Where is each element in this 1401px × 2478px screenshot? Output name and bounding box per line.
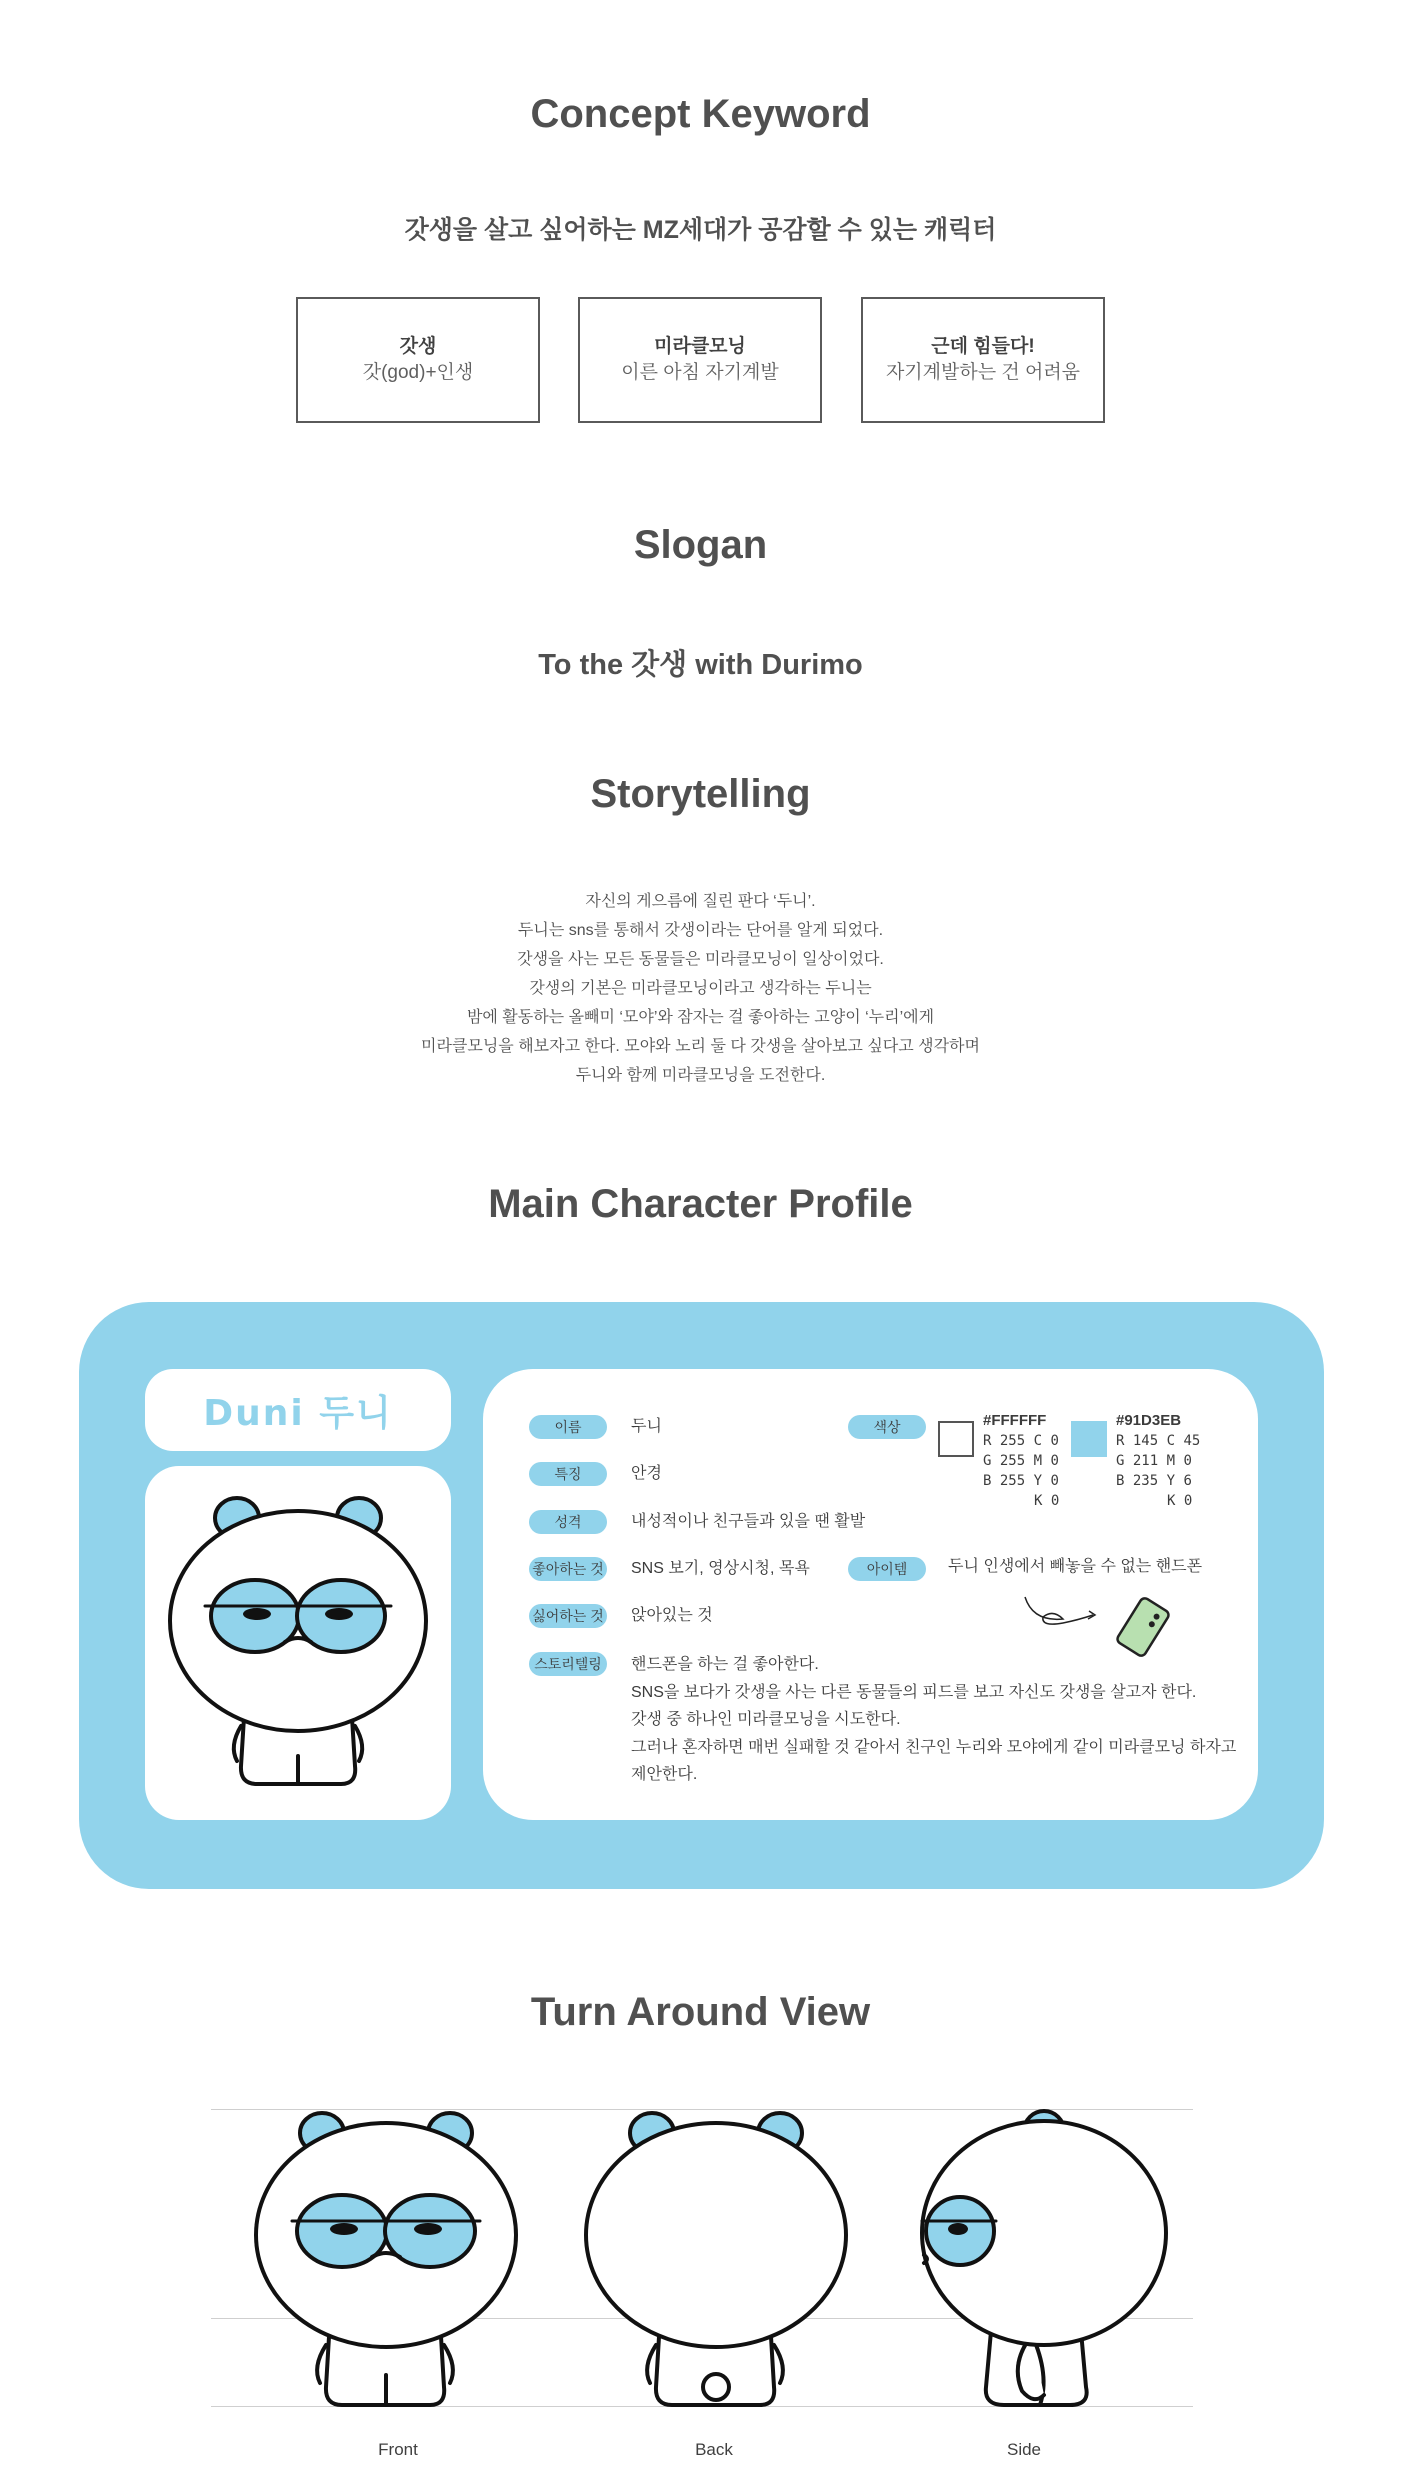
label-dislikes: 싫어하는 것 [529,1604,607,1628]
story-line: 밤에 활동하는 올빼미 ‘모야’와 잠자는 걸 좋아하는 고양이 ‘누리’에게 [466,1009,935,1026]
value-personality: 내성적이나 친구들과 있을 땐 활발 [631,1513,866,1530]
story-line: SNS을 보다가 갓생을 사는 다른 동물들의 피드를 보고 자신도 갓생을 살고자 한다. [631,1683,1197,1701]
color-b: B 255 [983,1473,1026,1489]
view-label-front: Front [378,2440,418,2459]
keyword-desc: 갓(god)+인생 [362,362,474,383]
panda-side-view [900,2105,1180,2415]
turnaround-title: Turn Around View [530,1990,871,2034]
panda-front-illustration [145,1466,451,1820]
value-story [631,1651,1236,1789]
label-likes: 좋아하는 것 [529,1557,607,1581]
keyword-box [296,297,540,423]
view-label-back: Back [695,2440,733,2459]
color-k: K 0 [1034,1493,1060,1509]
color-r: R 145 [1116,1433,1159,1449]
value-name: 두니 [631,1418,662,1435]
color-info-white [983,1411,1059,1511]
slogan-text: To the 갓생 with Durimo [538,649,863,681]
color-b: B 235 [1116,1473,1159,1489]
story-line: 자신의 게으름에 질린 판다 ‘두니’. [585,893,816,910]
keyword-desc: 이른 아침 자기계발 [621,362,779,383]
color-swatch-blue [1071,1421,1107,1457]
color-g: G 255 [983,1453,1026,1469]
color-y: Y 6 [1166,1473,1192,1489]
label-color: 색상 [848,1415,926,1439]
color-y: Y 0 [1033,1473,1059,1489]
story-line: 핸드폰을 하는 걸 좋아한다. [631,1656,819,1673]
info-card [483,1369,1258,1820]
label-item: 아이템 [848,1557,926,1581]
story-line: 두니는 sns를 통해서 갓생이라는 단어를 알게 되었다. [517,922,884,939]
profile-title: Main Character Profile [488,1182,913,1226]
story-line: 두니와 함께 미라클모닝을 도전한다. [575,1067,826,1084]
color-swatch-white [938,1421,974,1457]
keyword-desc: 자기계발하는 건 어려움 [885,362,1081,383]
panda-front-view [250,2105,530,2415]
story-body [0,887,1401,1090]
story-line: 갓생을 사는 모든 동물들은 미라클모닝이 일상이었다. [517,951,884,968]
slogan-title: Slogan [633,523,768,567]
color-m: M 0 [1033,1453,1059,1469]
color-k: K 0 [1167,1493,1193,1509]
story-title: Storytelling [590,772,811,816]
keyword-title: 갓생 [399,336,437,357]
value-dislikes: 앉아있는 것 [631,1607,713,1624]
color-c: C 45 [1166,1433,1201,1449]
keyword-title: 근데 힘들다! [931,336,1035,357]
label-story: 스토리텔링 [529,1652,607,1676]
color-m: M 0 [1166,1453,1192,1469]
story-line: 그러나 혼자하면 매번 실패할 것 같아서 친구인 누리와 모야에게 같이 미라클모닝 하자고 [631,1738,1237,1756]
color-r: R 255 [983,1433,1026,1449]
concept-subtitle: 갓생을 살고 싶어하는 MZ세대가 공감할 수 있는 캐릭터 [404,216,997,244]
keyword-box [578,297,822,423]
color-hex: #91D3EB [1116,1412,1182,1429]
value-item: 두니 인생에서 빼놓을 수 없는 핸드폰 [948,1558,1203,1575]
color-hex: #FFFFFF [983,1412,1047,1429]
value-feature: 안경 [631,1465,662,1482]
name-logo: Duni 두니 [203,1392,393,1434]
color-c: C 0 [1033,1433,1059,1449]
story-line: 갓생 중 하나인 미라클모닝을 시도한다. [631,1711,901,1728]
character-card [145,1466,451,1820]
value-likes: SNS 보기, 영상시청, 목욕 [631,1560,810,1577]
story-line: 제안한다. [631,1766,698,1783]
label-feature: 특징 [529,1462,607,1486]
view-label-side: Side [1006,2440,1042,2459]
name-logo-card [145,1369,451,1451]
phone-icon [1023,1587,1183,1667]
color-g: G 211 [1116,1453,1159,1469]
label-personality: 성격 [529,1510,607,1534]
story-line: 갓생의 기본은 미라클모닝이라고 생각하는 두니는 [529,980,872,997]
color-info-blue [1116,1411,1200,1511]
label-name: 이름 [529,1415,607,1439]
keyword-box [861,297,1105,423]
keyword-title: 미라클모닝 [654,336,746,357]
concept-title: Concept Keyword [530,92,871,136]
panda-back-view [580,2105,860,2415]
story-line: 미라클모닝을 해보자고 한다. 모야와 노리 둘 다 갓생을 살아보고 싶다고 생각하며 [421,1038,980,1055]
